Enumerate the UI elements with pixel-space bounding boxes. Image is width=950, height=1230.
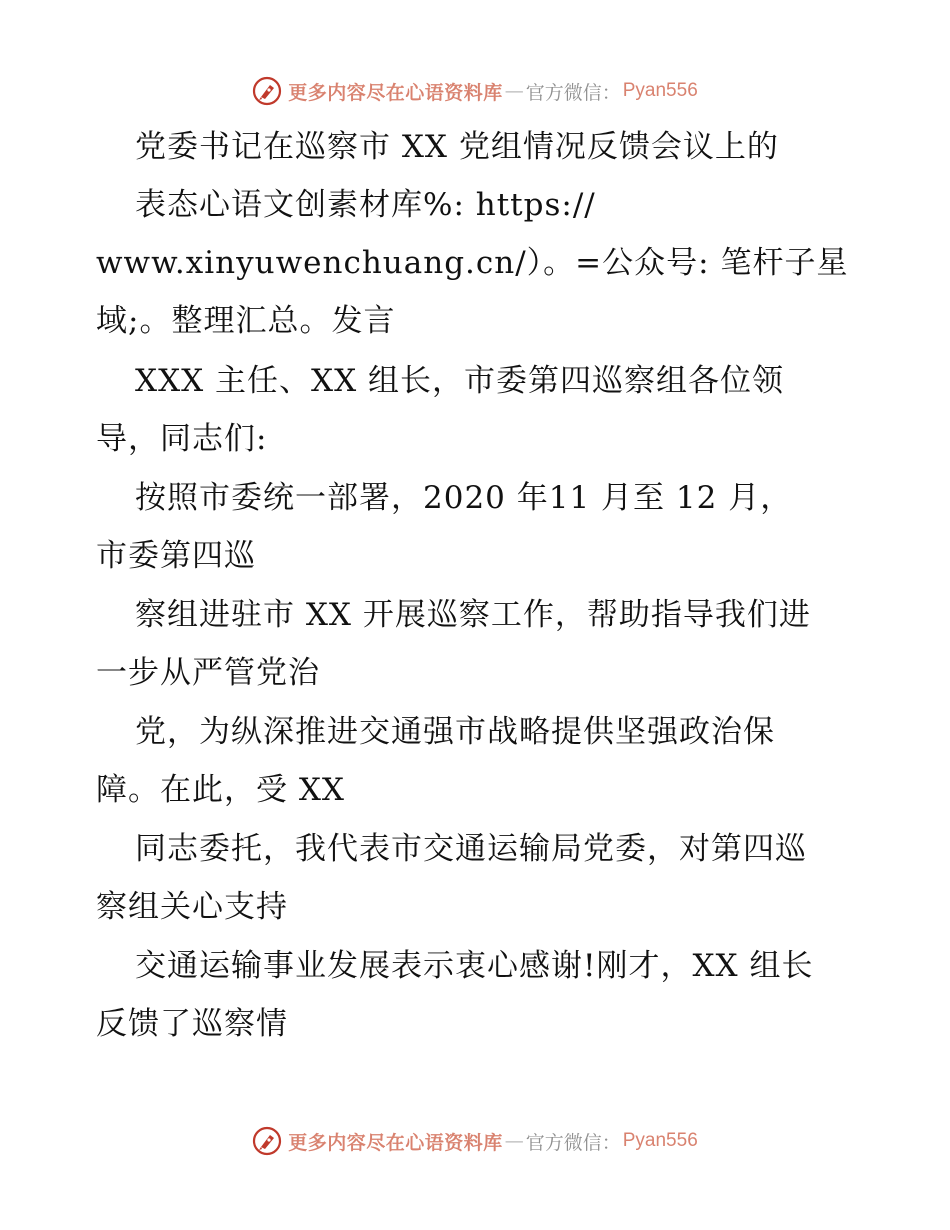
watermark-dash: — bbox=[504, 1130, 524, 1152]
text-line-1: 党委书记在巡察市 XX 党组情况反馈会议上的 bbox=[135, 129, 779, 165]
watermark-wechat-id: Pyan556 bbox=[622, 1130, 698, 1151]
watermark-wechat-id: Pyan556 bbox=[622, 80, 698, 101]
watermark-text: 更多内容尽在心语资料库 bbox=[288, 1131, 503, 1154]
text-line-16: 反馈了巡察情 bbox=[96, 1006, 288, 1042]
watermark-wechat-label: 官方微信： bbox=[525, 81, 621, 104]
watermark-wechat-label: 官方微信： bbox=[525, 1131, 621, 1154]
text-line-12: 障。在此，受 XX bbox=[96, 772, 345, 808]
footer-watermark bbox=[0, 1121, 950, 1161]
header-watermark bbox=[0, 71, 950, 111]
text-line-4: 域;。整理汇总。发言 bbox=[96, 303, 396, 339]
watermark-text: 更多内容尽在心语资料库 bbox=[288, 81, 503, 104]
pen-nib-icon bbox=[252, 1126, 282, 1156]
pen-nib-icon bbox=[252, 76, 282, 106]
text-line-13: 同志委托，我代表市交通运输局党委，对第四巡 bbox=[135, 831, 807, 867]
text-line-7: 按照市委统一部署，2020 年11 月至 12 月， bbox=[135, 480, 793, 516]
text-line-14: 察组关心支持 bbox=[96, 889, 288, 925]
text-line-11: 党，为纵深推进交通强市战略提供坚强政治保 bbox=[135, 714, 775, 750]
text-line-10: 一步从严管党治 bbox=[96, 655, 320, 691]
text-line-8: 市委第四巡 bbox=[96, 538, 256, 574]
text-line-9: 察组进驻市 XX 开展巡察工作，帮助指导我们进 bbox=[135, 597, 811, 633]
text-line-5: XXX 主任、XX 组长，市委第四巡察组各位领 bbox=[135, 363, 785, 399]
text-line-2: 表态心语文创素材库%: https:// bbox=[135, 187, 596, 223]
text-line-15: 交通运输事业发展表示衷心感谢!刚才，XX 组长 bbox=[135, 948, 814, 984]
text-line-3: www.xinyuwenchuang.cn/）。=公众号: 笔杆子星 bbox=[96, 245, 849, 281]
text-line-6: 导，同志们: bbox=[96, 421, 268, 457]
watermark-dash: — bbox=[504, 80, 524, 102]
